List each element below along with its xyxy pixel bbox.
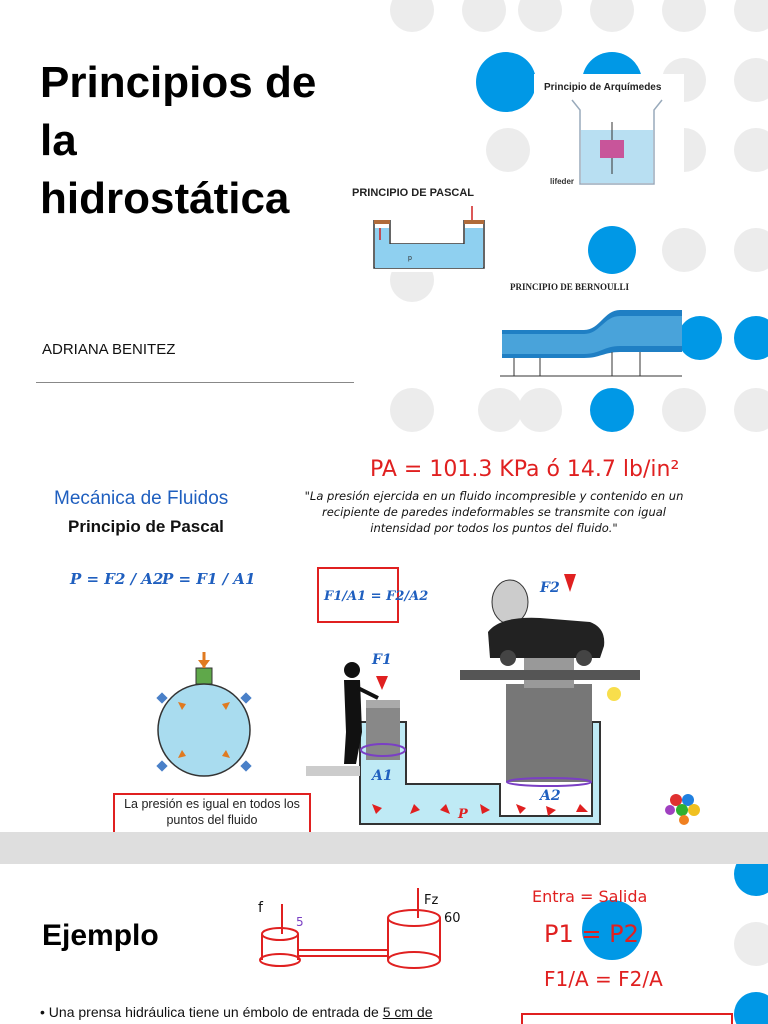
archimedes-caption: Principio de Arquímedes: [544, 82, 662, 93]
pascal-quote-box: [296, 488, 692, 548]
handwritten-header: PA = 101.3 KPa ó 14.7 lb/in²: [370, 457, 680, 482]
label-A1: A1: [372, 768, 393, 784]
title-slide: [0, 0, 768, 432]
pascal-diagram: [0, 432, 768, 832]
example-bullet: • Una prensa hidráulica tiene un émbolo de entrada de 5 cm de: [40, 1004, 433, 1020]
hw-f: f: [258, 900, 263, 916]
pascal-quote: "La presión ejercida en un fluido incompresible y contenido en un recipiente de paredes indeformables se transmite con igual intensidad por todos los puntos del fluido.": [304, 489, 684, 535]
pascal-title: Principio de Pascal: [68, 517, 224, 536]
hw-eq2: F1/A = F2/A: [544, 967, 663, 991]
label-F2: F2: [540, 580, 560, 596]
author-name: ADRIANA BENITEZ: [42, 341, 176, 358]
label-P: P: [458, 807, 468, 822]
hw-5: 5: [296, 915, 304, 929]
archimedes-watermark: lifeder: [550, 177, 575, 186]
bullet-underlined: 5 cm de: [382, 1004, 433, 1020]
pressure-note: La presión es igual en todos los puntos del fluido: [124, 797, 300, 827]
divider: [36, 382, 354, 383]
pascal-caption: PRINCIPIO DE PASCAL: [352, 187, 475, 199]
label-A2: A2: [540, 788, 561, 804]
hw-entrada-salida: Entra = Salida: [532, 887, 648, 906]
hw-fz: Fz: [424, 893, 439, 908]
colorful-logo: [665, 794, 700, 825]
svg-text:p: p: [408, 255, 412, 262]
bullet-text: Una prensa hidráulica tiene un émbolo de entrada de: [48, 1004, 383, 1020]
boxed-formula: F1/A1 = F2/A2: [324, 589, 429, 604]
archimedes-principle-image: [534, 74, 684, 186]
hw-60: 60: [444, 911, 461, 926]
pascal-slide: [0, 432, 768, 832]
page-title: Principios de la hidrostática: [40, 58, 317, 223]
pascal-principle-image: [348, 180, 488, 272]
example-title: Ejemplo: [42, 919, 159, 952]
bernoulli-principle-image: [500, 276, 682, 380]
pressure-note-box: [116, 796, 308, 832]
formula-1: P = F2 / A2: [70, 570, 164, 588]
hw-eq1: P1 = P2: [544, 920, 639, 948]
bernoulli-caption: PRINCIPIO DE BERNOULLI: [510, 282, 630, 292]
mechanics-title: Mecánica de Fluidos: [54, 488, 229, 509]
formula-2: P = F1 / A1: [162, 570, 256, 588]
label-F1: F1: [372, 652, 392, 668]
example-slide: [0, 864, 768, 1024]
